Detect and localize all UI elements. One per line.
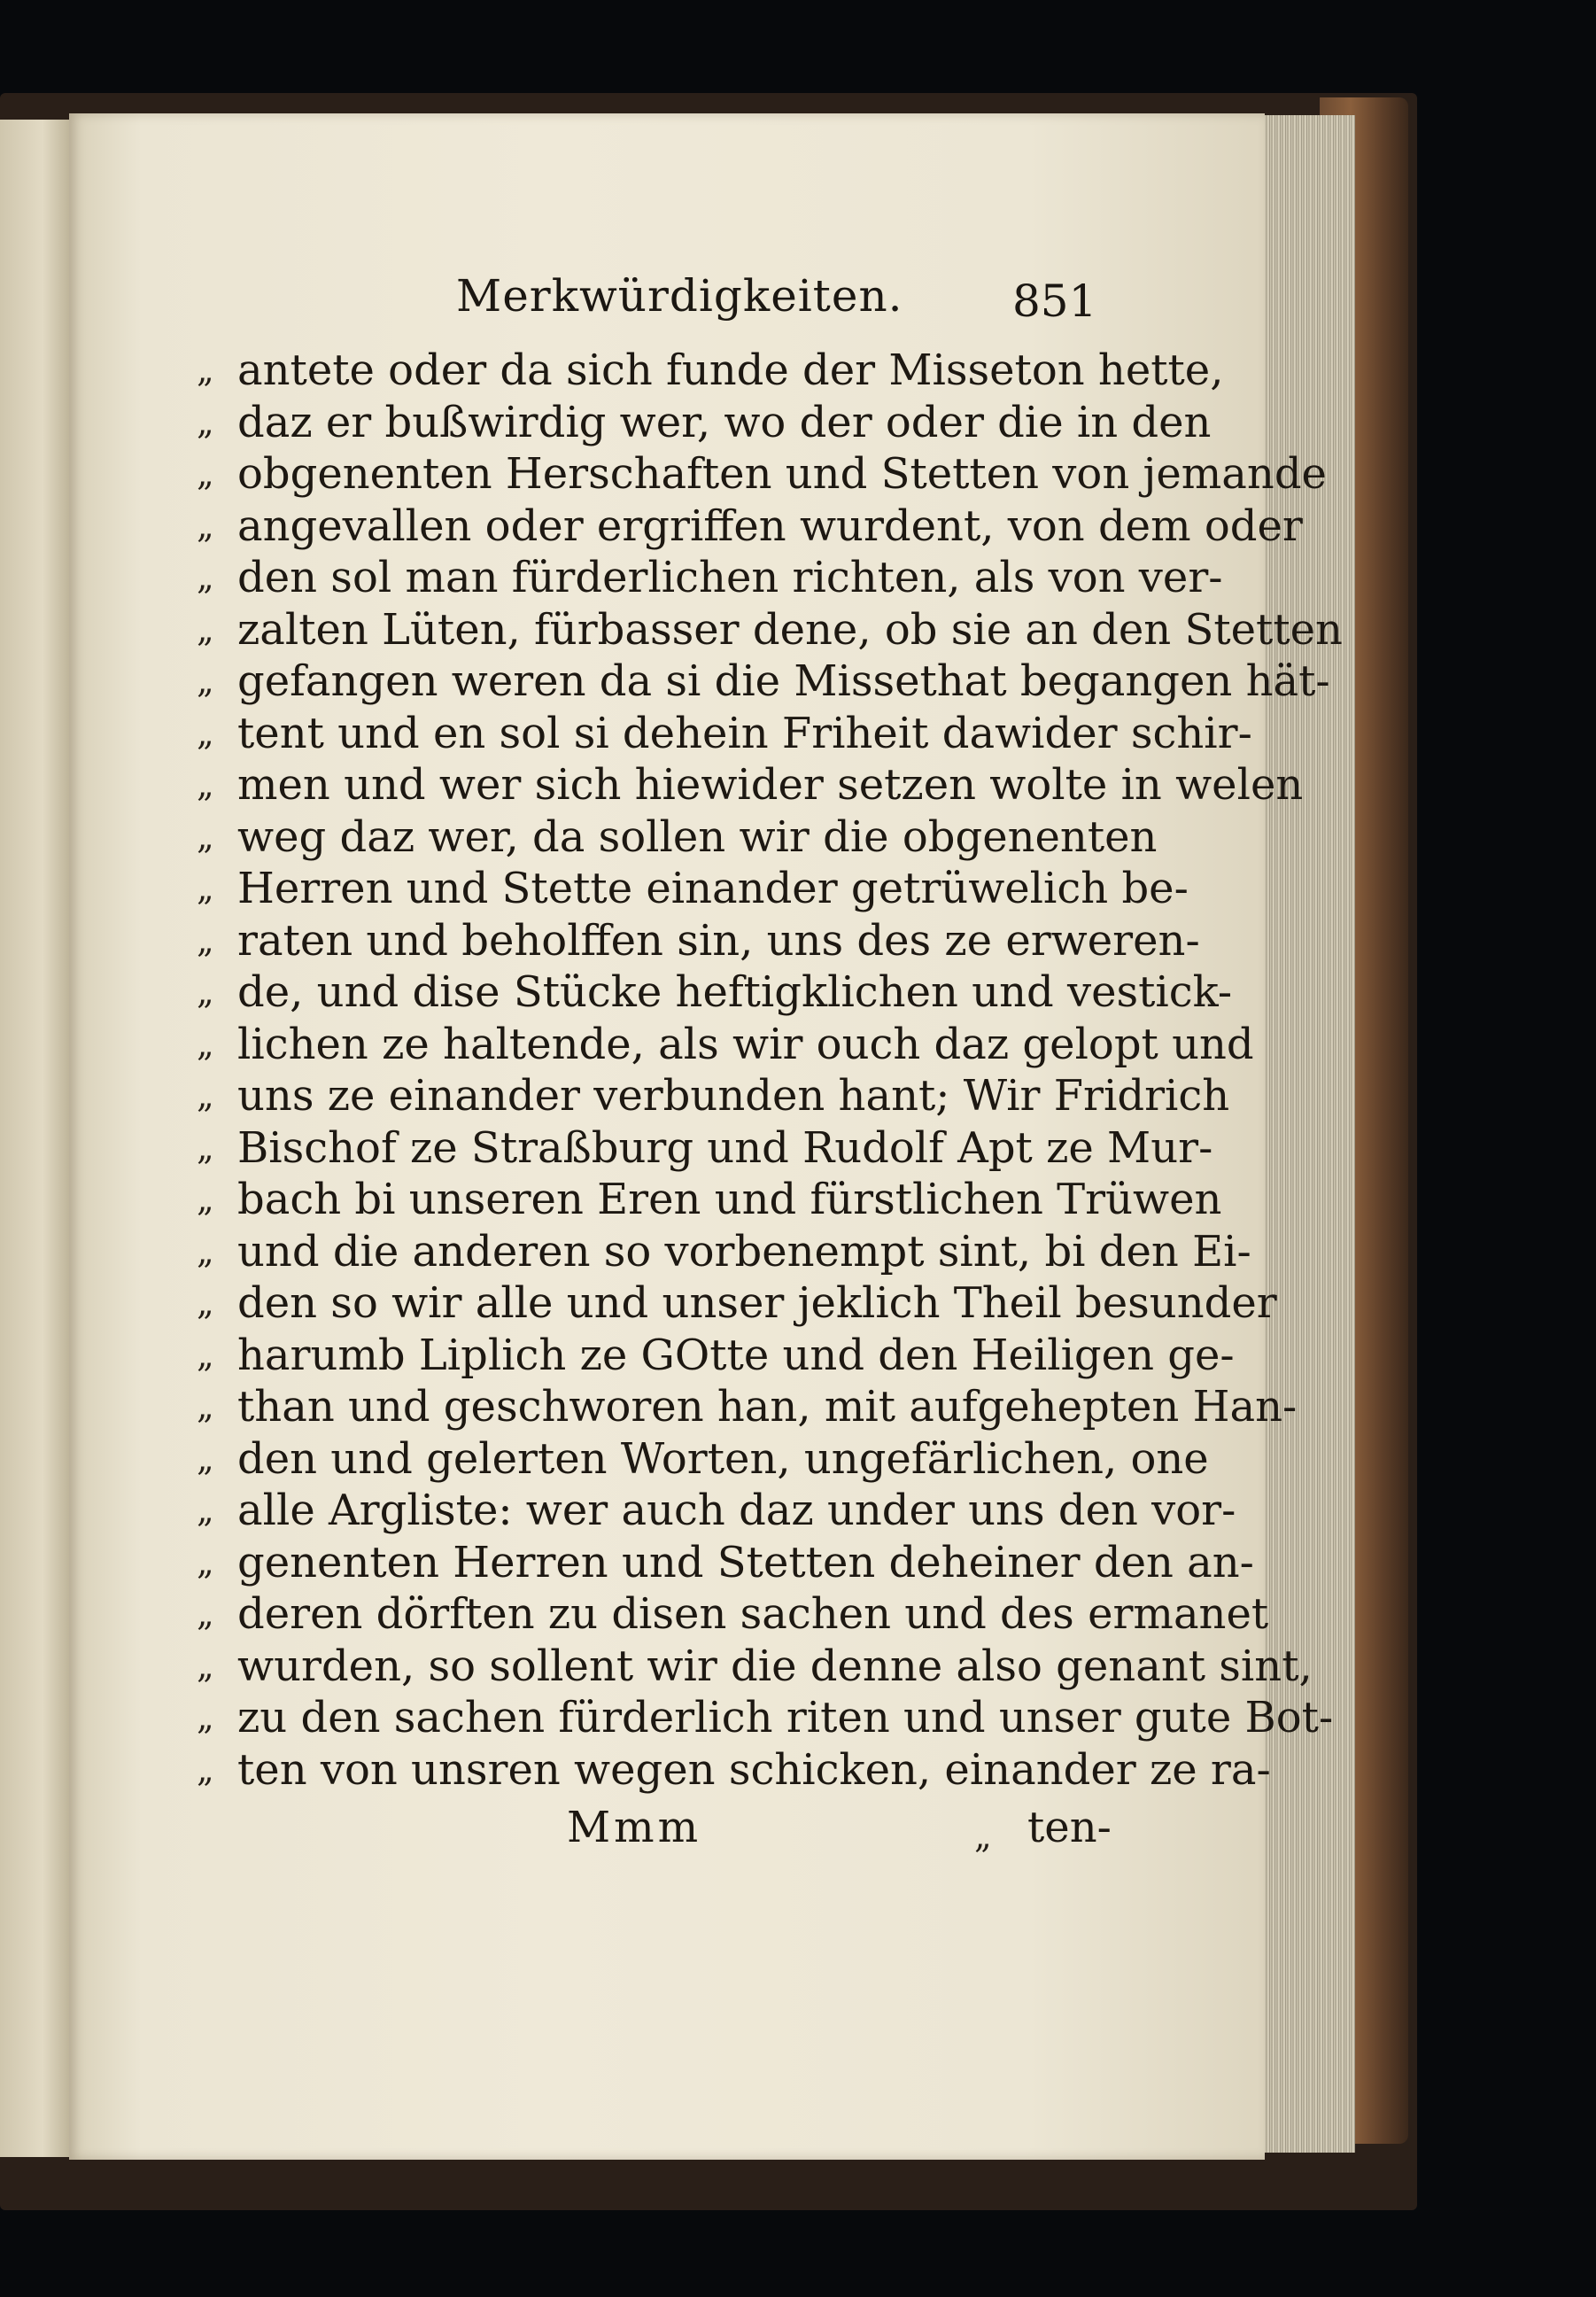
line-quote-mark: „	[197, 973, 214, 1012]
text-line	[0, 1589, 1596, 1642]
line-text: den sol man fürderlichen richten, als von ver-	[237, 553, 1223, 602]
signature-mark: Mmm	[567, 1803, 702, 1852]
line-text: men und wer sich hiewider setzen wolte in welen	[237, 760, 1304, 810]
text-line	[0, 501, 1596, 555]
page-number: 851	[1012, 275, 1097, 327]
line-quote-mark: „	[197, 1284, 214, 1323]
line-quote-mark: „	[197, 662, 214, 701]
line-quote-mark: „	[197, 1128, 214, 1168]
line-text: tent und en sol si dehein Friheit dawider schir-	[237, 708, 1252, 758]
line-text: bach bi unseren Eren und fürstlichen Trüwen	[237, 1175, 1222, 1224]
line-text: und die anderen so vorbenempt sint, bi den Ei-	[237, 1226, 1251, 1277]
line-text: alle Argliste: wer auch daz under uns den vor-	[237, 1486, 1236, 1535]
page-footer	[0, 1803, 1596, 1865]
text-line	[0, 1382, 1596, 1435]
line-text: daz er bußwirdig wer, wo der oder die in den	[237, 397, 1212, 447]
line-quote-mark: „	[197, 713, 214, 753]
line-text: wurden, so sollent wir die denne also genant sint,	[237, 1641, 1313, 1691]
text-line	[0, 1331, 1596, 1384]
line-quote-mark: „	[197, 1646, 214, 1686]
text-line	[0, 1020, 1596, 1073]
line-quote-mark: „	[197, 869, 214, 908]
text-line	[0, 345, 1596, 399]
text-line	[0, 709, 1596, 762]
line-quote-mark: „	[197, 609, 214, 649]
running-title: Merkwürdigkeiten.	[456, 270, 903, 322]
line-text: uns ze einander verbunden hant; Wir Fridrich	[237, 1071, 1230, 1121]
line-quote-mark: „	[197, 1750, 214, 1789]
line-text: Bischof ze Straßburg und Rudolf Apt ze Mur-	[237, 1122, 1213, 1173]
line-text: Herren und Stette einander getrüwelich be-	[237, 864, 1189, 913]
text-line	[0, 1434, 1596, 1487]
line-quote-mark: „	[197, 351, 214, 390]
text-line	[0, 1486, 1596, 1539]
line-quote-mark: „	[197, 817, 214, 857]
text-line	[0, 656, 1596, 710]
line-text: than und geschworen han, mit aufgehepten Han-	[237, 1382, 1298, 1432]
line-quote-mark: „	[197, 454, 214, 493]
line-quote-mark: „	[197, 1024, 214, 1064]
line-quote-mark: „	[197, 1491, 214, 1530]
line-quote-mark: „	[197, 1180, 214, 1219]
line-text: gefangen weren da si die Missethat begangen hät-	[237, 656, 1330, 706]
line-text: den und gelerten Worten, ungefärlichen, one	[237, 1433, 1209, 1484]
line-text: zu den sachen fürderlich riten und unser gute Bot-	[237, 1693, 1334, 1742]
line-quote-mark: „	[197, 506, 214, 546]
line-text: angevallen oder ergriffen wurdent, von dem oder	[237, 501, 1303, 551]
text-line	[0, 449, 1596, 502]
text-line	[0, 1745, 1596, 1798]
text-line	[0, 812, 1596, 865]
text-line	[0, 864, 1596, 917]
line-quote-mark: „	[197, 1698, 214, 1737]
line-quote-mark: „	[197, 1335, 214, 1375]
text-line	[0, 1227, 1596, 1280]
text-line	[0, 1641, 1596, 1695]
line-quote-mark: „	[197, 1231, 214, 1271]
line-text: zalten Lüten, fürbasser dene, ob sie an den Stetten	[237, 604, 1343, 655]
catchword: ten-	[1027, 1803, 1112, 1852]
line-text: genenten Herren und Stetten deheiner den an-	[237, 1537, 1254, 1587]
line-quote-mark: „	[197, 1439, 214, 1478]
line-text: harumb Liplich ze GOtte und den Heiligen ge-	[237, 1330, 1235, 1380]
line-quote-mark: „	[197, 1387, 214, 1426]
text-line	[0, 605, 1596, 658]
text-line	[0, 760, 1596, 813]
text-line	[0, 1693, 1596, 1746]
line-text: weg daz wer, da sollen wir die obgenenten	[237, 811, 1158, 862]
line-text: ten von unsren wegen schicken, einander ze ra-	[237, 1744, 1271, 1795]
text-line	[0, 1278, 1596, 1331]
text-line	[0, 553, 1596, 606]
line-quote-mark: „	[197, 1542, 214, 1582]
page-header	[0, 270, 1596, 332]
line-quote-mark: „	[197, 402, 214, 442]
text-line	[0, 1538, 1596, 1591]
line-text: lichen ze haltende, als wir ouch daz gelopt und	[237, 1019, 1254, 1069]
line-quote-mark: „	[197, 765, 214, 804]
line-quote-mark: „	[197, 1076, 214, 1115]
line-text: deren dörften zu disen sachen und des ermanet	[237, 1589, 1269, 1639]
catchword-quote-mark: „	[974, 1817, 992, 1856]
line-text: de, und dise Stücke heftigklichen und vestick-	[237, 967, 1233, 1017]
text-line	[0, 1175, 1596, 1228]
text-line	[0, 916, 1596, 969]
line-quote-mark: „	[197, 920, 214, 960]
line-quote-mark: „	[197, 558, 214, 597]
line-text: den so wir alle und unser jeklich Theil besunder	[237, 1278, 1277, 1328]
text-line	[0, 967, 1596, 1020]
text-line	[0, 1071, 1596, 1124]
text-line	[0, 398, 1596, 451]
line-text: antete oder da sich funde der Misseton hette,	[237, 345, 1224, 395]
text-line	[0, 1123, 1596, 1176]
line-text: obgenenten Herschaften und Stetten von jemande	[237, 449, 1327, 499]
line-quote-mark: „	[197, 1595, 214, 1634]
line-text: raten und beholffen sin, uns des ze erweren-	[237, 915, 1200, 966]
